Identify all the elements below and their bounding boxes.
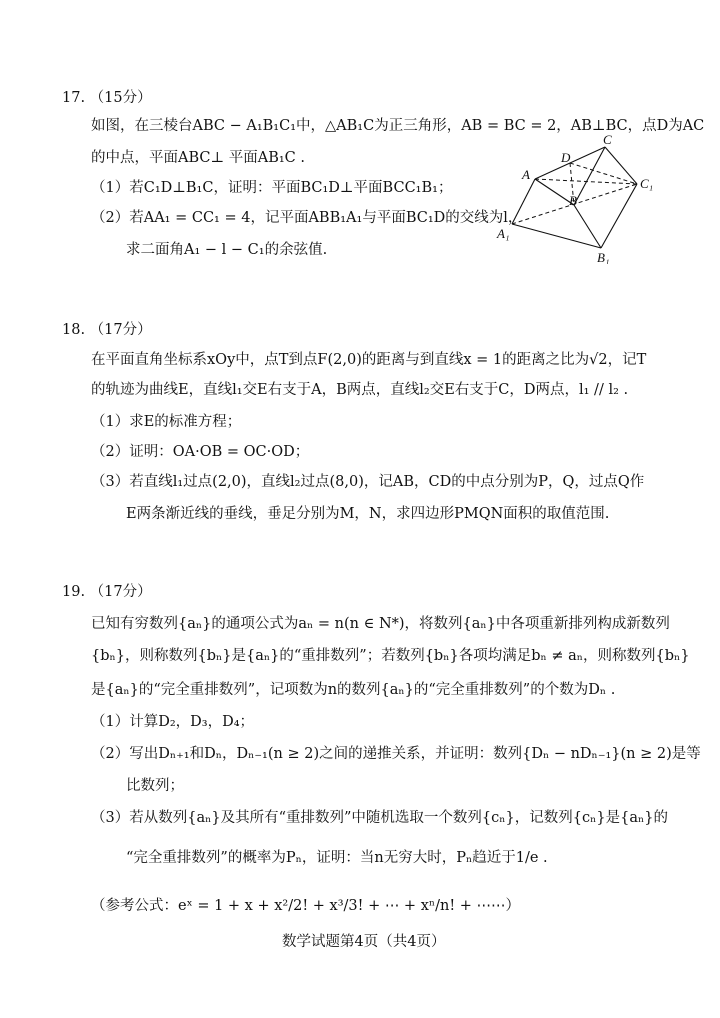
q19-part-2: （2）写出Dₙ₊₁和Dₙ，Dₙ₋₁(n ≥ 2)之间的递推关系，并证明：数列{Dₙ − nDₙ₋₁}(n ≥ 2)是等: [91, 746, 701, 762]
q17-part-1: （1）若C₁D⊥B₁C，证明：平面BC₁D⊥平面BCC₁B₁；: [91, 180, 453, 196]
q18-part-3-cont: E两条渐近线的垂线，垂足分别为M，N，求四边形PMQN面积的取值范围.: [126, 506, 610, 522]
page-footer: 数学试题第4页（共4页）: [282, 934, 446, 950]
q18-text-line-2: 的轨迹为曲线E，直线l₁交E右支于A，B两点，直线l₂交E右支于C，D两点，l₁ // l₂ .: [91, 382, 629, 398]
q19-part-2-cont: 比数列；: [126, 778, 184, 794]
q18-part-3: （3）若直线l₁过点(2,0)，直线l₂过点(8,0)，记AB，CD的中点分别为P，Q，过点Q作: [91, 474, 645, 490]
q18-header: 18. （17分）: [62, 322, 152, 338]
q17-part-2-cont: 求二面角A₁ − l − C₁的余弦值.: [126, 242, 328, 258]
figure-label-c1: C₁: [640, 176, 654, 191]
figure-label-b1: B₁: [597, 250, 610, 264]
q19-part-3: （3）若从数列{aₙ}及其所有“重排数列”中随机选取一个数列{cₙ}，记数列{cₙ}是{aₙ}的: [91, 810, 668, 826]
q19-part-1: （1）计算D₂，D₃，D₄；: [91, 714, 255, 730]
figure-label-a1: A₁: [497, 226, 510, 241]
q19-text-line-2: {bₙ}，则称数列{bₙ}是{aₙ}的“重排数列”；若数列{bₙ}各项均满足bₙ ≠ aₙ，则称数列{bₙ}: [91, 648, 690, 664]
q17-text-line-1: 如图，在三棱台ABC − A₁B₁C₁中，△AB₁C为正三角形，AB = BC = 2，AB⊥BC，点D为AC: [91, 118, 705, 134]
q19-text-line-1: 已知有穷数列{aₙ}的通项公式为aₙ = n(n ∈ N*)，将数列{aₙ}中各项重新排列构成新数列: [91, 616, 670, 632]
q18-text-line-1: 在平面直角坐标系xOy中，点T到点F(2,0)的距离与到直线x = 1的距离之比为√2，记T: [91, 352, 647, 368]
figure-label-c: C: [603, 134, 612, 147]
q19-text-line-3: 是{aₙ}的“完全重排数列”，记项数为n的数列{aₙ}的“完全重排数列”的个数为Dₙ .: [91, 682, 616, 698]
frustum-figure: [494, 134, 664, 264]
figure-label-d: D: [561, 150, 571, 165]
reference-formula: （参考公式：eˣ = 1 + x + x²/2! + x³/3! + ⋯ + xⁿ/n! + ⋯⋯）: [91, 898, 521, 914]
q19-header: 19. （17分）: [62, 584, 152, 600]
figure-label-b: B: [569, 193, 577, 208]
q17-part-2: （2）若AA₁ = CC₁ = 4，记平面ABB₁A₁与平面BC₁D的交线为l，: [91, 210, 523, 226]
q18-part-2: （2）证明：OA·OB = OC·OD；: [91, 444, 310, 460]
q18-part-1: （1）求E的标准方程；: [91, 414, 242, 430]
q17-text-line-2: 的中点，平面ABC⊥ 平面AB₁C .: [91, 150, 305, 166]
q17-header: 17. （15分）: [62, 90, 152, 106]
figure-label-a: A: [522, 167, 530, 182]
q19-part-3-cont: “完全重排数列”的概率为Pₙ，证明：当n无穷大时，Pₙ趋近于1/e .: [126, 850, 548, 866]
